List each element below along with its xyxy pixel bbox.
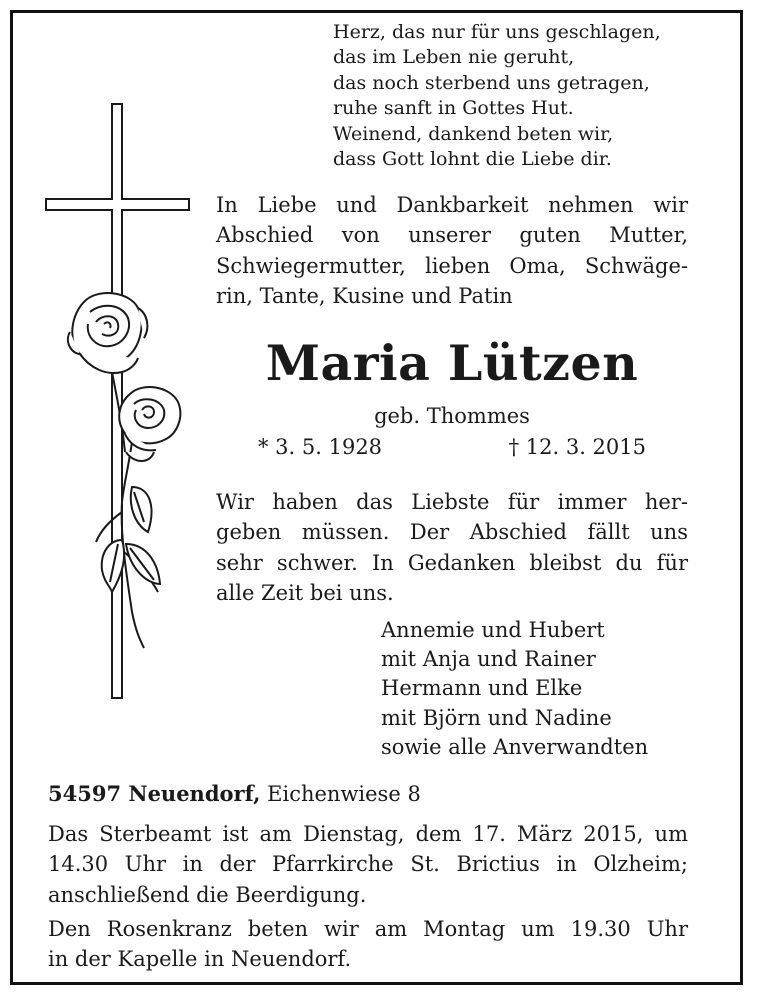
message-line: geben müssen. Der Abschied fällt uns: [216, 520, 688, 545]
birth-name: geb. Thommes: [374, 404, 530, 428]
service-line: anschließend die Beerdigung.: [48, 882, 367, 907]
poem-line: Weinend, dankend beten wir,: [333, 122, 614, 145]
mourner-line: mit Björn und Nadine: [381, 705, 612, 730]
deceased-name: Maria Lützen: [265, 334, 639, 392]
poem-line: dass Gott lohnt die Liebe dir.: [333, 148, 612, 171]
rosary-line: Den Rosenkranz beten wir am Montag um 19.30 Uhr: [48, 917, 688, 941]
intro-line: Schwiegermutter, lieben Oma, Schwäge-: [216, 253, 688, 278]
address: [48, 780, 421, 808]
message-line: Wir haben das Liebste für immer her-: [216, 490, 688, 514]
mourner-line: Annemie und Hubert: [381, 618, 605, 642]
mourners-list: [381, 616, 648, 762]
intro-line: In Liebe und Dankbarkeit nehmen wir: [216, 193, 688, 217]
farewell-message: [216, 487, 688, 608]
address-place: 54597 Neuendorf,: [48, 781, 261, 806]
mourner-line: mit Anja und Rainer: [381, 647, 596, 672]
intro-text: [216, 190, 688, 312]
birth-date: * 3. 5. 1928: [258, 435, 383, 459]
message-line: alle Zeit bei uns.: [216, 580, 394, 605]
cross-with-roses-icon: [30, 92, 205, 702]
service-line: 14.30 Uhr in der Pfarrkirche St. Brictius in Olzheim;: [48, 852, 688, 877]
death-date: † 12. 3. 2015: [508, 435, 646, 459]
poem: [333, 20, 661, 172]
intro-line: rin, Tante, Kusine und Patin: [216, 284, 513, 309]
funeral-service-info: [48, 819, 688, 910]
poem-line: Herz, das nur für uns geschlagen,: [333, 21, 661, 43]
rosary-line: in der Kapelle in Neuendorf.: [48, 947, 352, 972]
life-dates: [258, 433, 646, 461]
intro-line: Abschied von unserer guten Mutter,: [216, 223, 688, 248]
mourner-line: Hermann und Elke: [381, 676, 583, 701]
mourner-line: sowie alle Anverwandten: [381, 734, 649, 759]
message-line: sehr schwer. In Gedanken bleibst du für: [216, 550, 688, 575]
rosary-info: [48, 914, 688, 975]
address-street: Eichenwiese 8: [267, 782, 421, 806]
poem-line: das noch sterbend uns getragen,: [333, 71, 650, 94]
poem-line: ruhe sanft in Gottes Hut.: [333, 97, 574, 120]
poem-line: das im Leben nie geruht,: [333, 46, 575, 69]
service-line: Das Sterbeamt ist am Dienstag, dem 17. März 2015, um: [48, 822, 688, 846]
